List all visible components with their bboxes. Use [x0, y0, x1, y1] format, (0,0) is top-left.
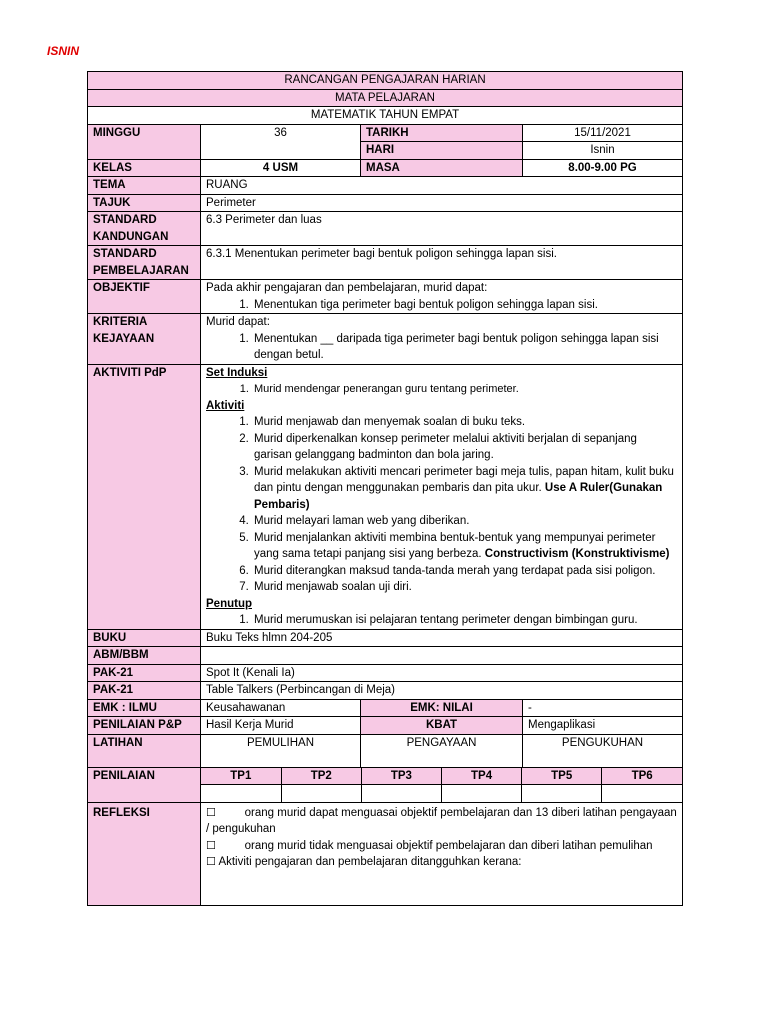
- standard-kandungan-value: 6.3 Perimeter dan luas: [201, 212, 683, 246]
- tp4-header: TP4: [441, 768, 521, 785]
- tp2-header: TP2: [281, 768, 361, 785]
- tp2-cell: [281, 785, 361, 802]
- minggu-value: 36: [201, 124, 361, 159]
- refleksi-line: ☐ orang murid dapat menguasai objektif pembelajaran dan 13 diberi latihan pengayaan / pengukuhan: [206, 805, 677, 835]
- subject-label: MATA PELAJARAN: [88, 89, 683, 107]
- latihan-pengukuhan: PENGUKUHAN: [523, 734, 683, 767]
- aktiviti-item: 2. Murid diperkenalkan konsep perimeter melalui aktiviti berjalan di sepanjang garisan gelanggang badminton dan bola jaring.: [252, 431, 677, 464]
- aktiviti-content: [201, 364, 683, 629]
- penilaian-label: PENILAIAN: [88, 767, 201, 802]
- kelas-value: 4 USM: [201, 159, 361, 177]
- standard-pembelajaran-value: 6.3.1 Menentukan perimeter bagi bentuk poligon sehingga lapan sisi.: [201, 246, 683, 280]
- objektif-value: Pada akhir pengajaran dan pembelajaran, murid dapat: 1. Menentukan tiga perimeter bagi bentuk poligon sehingga lapan sisi.: [201, 280, 683, 314]
- aktiviti-item: 5. Murid menjalankan aktiviti membina bentuk-bentuk yang mempunyai perimeter yang sama tetapi panjang sisi yang berbeza. Constructivism (Konstruktivisme): [252, 530, 677, 563]
- hari-value: Isnin: [523, 142, 683, 160]
- masa-label: MASA: [361, 159, 523, 177]
- kriteria-kejayaan-value: Murid dapat: 1. Menentukan __ daripada tiga perimeter bagi bentuk poligon sehingga lapan sisi dengan betul.: [201, 314, 683, 365]
- pak21-label: PAK-21: [88, 682, 201, 700]
- standard-pembelajaran-label: STANDARD PEMBELAJARAN: [88, 246, 201, 280]
- emk-nilai-value: -: [523, 699, 683, 717]
- aktiviti-item: 1. Murid menjawab dan menyemak soalan di buku teks.: [252, 414, 677, 431]
- latihan-pemulihan: PEMULIHAN: [201, 734, 361, 767]
- tp3-cell: [361, 785, 441, 802]
- kbat-label: KBAT: [361, 717, 523, 735]
- objektif-item: 1. Menentukan tiga perimeter bagi bentuk poligon sehingga lapan sisi.: [252, 297, 677, 314]
- tp-grid: [201, 767, 683, 802]
- refleksi-content: [201, 802, 683, 905]
- checkbox-icon[interactable]: ☐: [206, 805, 216, 819]
- day-label: ISNIN: [47, 44, 80, 58]
- checkbox-icon[interactable]: ☐: [206, 855, 216, 868]
- buku-label: BUKU: [88, 629, 201, 647]
- tp1-header: TP1: [201, 768, 281, 785]
- tp5-cell: [522, 785, 602, 802]
- subject-value: MATEMATIK TAHUN EMPAT: [88, 107, 683, 125]
- kriteria-item: 1. Menentukan __ daripada tiga perimeter bagi bentuk poligon sehingga lapan sisi dengan betul.: [252, 331, 677, 364]
- latihan-pengayaan: PENGAYAAN: [361, 734, 523, 767]
- penilaian-pp-label: PENILAIAN P&P: [88, 717, 201, 735]
- pak21-label: PAK-21: [88, 664, 201, 682]
- abm-label: ABM/BBM: [88, 647, 201, 665]
- pak21-value: Spot It (Kenali Ia): [201, 664, 683, 682]
- emk-nilai-label: EMK: NILAI: [361, 699, 523, 717]
- aktiviti-heading: Aktiviti: [206, 399, 245, 412]
- aktiviti-item: 7. Murid menjawab soalan uji diri.: [252, 579, 677, 596]
- set-induksi-item: 1. Murid mendengar penerangan guru tentang perimeter.: [252, 381, 677, 398]
- tp1-cell: [201, 785, 281, 802]
- tema-label: TEMA: [88, 177, 201, 195]
- abm-value: [201, 647, 683, 665]
- masa-value: 8.00-9.00 PG: [523, 159, 683, 177]
- kbat-value: Mengaplikasi: [523, 717, 683, 735]
- tarikh-value: 15/11/2021: [523, 124, 683, 142]
- tp4-cell: [441, 785, 521, 802]
- objektif-label: OBJEKTIF: [88, 280, 201, 314]
- refleksi-line: ☐ Aktiviti pengajaran dan pembelajaran ditangguhkan kerana:: [206, 855, 522, 868]
- refleksi-line: ☐ orang murid tidak menguasai objektif pembelajaran dan diberi latihan pemulihan: [206, 838, 653, 852]
- tp5-header: TP5: [522, 768, 602, 785]
- standard-kandungan-label: STANDARD KANDUNGAN: [88, 212, 201, 246]
- minggu-label: MINGGU: [88, 124, 201, 159]
- aktiviti-item: 6. Murid diterangkan maksud tanda-tanda merah yang terdapat pada sisi poligon.: [252, 563, 677, 580]
- penilaian-pp-value: Hasil Kerja Murid: [201, 717, 361, 735]
- emk-ilmu-value: Keusahawanan: [201, 699, 361, 717]
- plan-title: RANCANGAN PENGAJARAN HARIAN: [88, 72, 683, 90]
- tp6-cell: [602, 785, 682, 802]
- emk-ilmu-label: EMK : ILMU: [88, 699, 201, 717]
- tajuk-label: TAJUK: [88, 194, 201, 212]
- aktiviti-item: 3. Murid melakukan aktiviti mencari perimeter bagi meja tulis, papan hitam, kulit buku dan pintu dengan menggunakan pembaris dan pita ukur. Use A Ruler(Gunakan Pembaris): [252, 464, 677, 514]
- set-induksi-heading: Set Induksi: [206, 366, 268, 379]
- lesson-plan-table: [87, 71, 683, 906]
- pak21-value: Table Talkers (Perbincangan di Meja): [201, 682, 683, 700]
- buku-value: Buku Teks hlmn 204-205: [201, 629, 683, 647]
- aktiviti-item: 4. Murid melayari laman web yang diberikan.: [252, 513, 677, 530]
- kelas-label: KELAS: [88, 159, 201, 177]
- tp6-header: TP6: [602, 768, 682, 785]
- tema-value: RUANG: [201, 177, 683, 195]
- tajuk-value: Perimeter: [201, 194, 683, 212]
- checkbox-icon[interactable]: ☐: [206, 838, 216, 852]
- hari-label: HARI: [361, 142, 523, 160]
- kriteria-kejayaan-label: KRITERIA KEJAYAAN: [88, 314, 201, 365]
- aktiviti-label: AKTIVITI PdP: [88, 364, 201, 629]
- penutup-item: 1. Murid merumuskan isi pelajaran tentang perimeter dengan bimbingan guru.: [252, 612, 677, 629]
- latihan-label: LATIHAN: [88, 734, 201, 767]
- refleksi-label: REFLEKSI: [88, 802, 201, 905]
- tarikh-label: TARIKH: [361, 124, 523, 142]
- tp3-header: TP3: [361, 768, 441, 785]
- penutup-heading: Penutup: [206, 597, 252, 610]
